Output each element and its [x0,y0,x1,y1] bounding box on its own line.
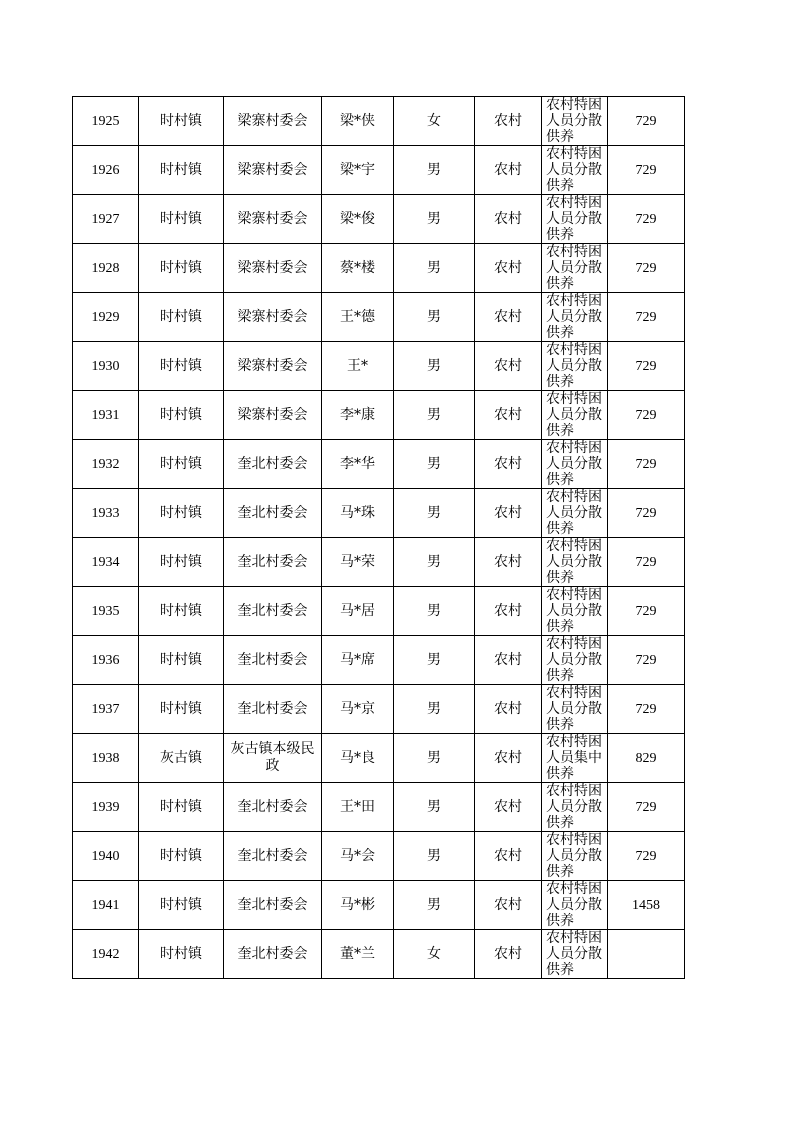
cell-number: 1940 [73,832,139,881]
cell-area: 农村 [475,97,542,146]
cell-unit: 梁寨村委会 [224,342,322,391]
support-type-text: 农村特困人员分散供养 [546,440,602,488]
support-type-text: 农村特困人员分散供养 [546,832,602,880]
cell-unit: 奎北村委会 [224,587,322,636]
cell-number: 1931 [73,391,139,440]
cell-unit: 奎北村委会 [224,930,322,979]
cell-unit: 奎北村委会 [224,832,322,881]
cell-name: 马*京 [322,685,394,734]
table-row [73,734,685,783]
table-row [73,391,685,440]
cell-amount: 729 [608,636,685,685]
cell-support-type [542,930,608,979]
cell-town: 时村镇 [139,587,224,636]
cell-gender: 男 [394,685,475,734]
cell-gender: 男 [394,636,475,685]
cell-name: 梁*宇 [322,146,394,195]
cell-name: 蔡*楼 [322,244,394,293]
cell-support-type [542,97,608,146]
support-type-text: 农村特困人员分散供养 [546,244,602,292]
cell-area: 农村 [475,195,542,244]
cell-support-type [542,342,608,391]
cell-support-type [542,832,608,881]
cell-name: 马*彬 [322,881,394,930]
cell-amount: 729 [608,195,685,244]
cell-area: 农村 [475,440,542,489]
cell-number: 1932 [73,440,139,489]
cell-name: 梁*侠 [322,97,394,146]
cell-amount: 729 [608,685,685,734]
cell-unit: 奎北村委会 [224,783,322,832]
cell-number: 1930 [73,342,139,391]
cell-amount [608,930,685,979]
cell-town: 时村镇 [139,538,224,587]
cell-town: 时村镇 [139,685,224,734]
cell-name: 李*康 [322,391,394,440]
cell-town: 时村镇 [139,146,224,195]
table-row [73,97,685,146]
cell-gender: 男 [394,146,475,195]
cell-unit: 梁寨村委会 [224,244,322,293]
cell-area: 农村 [475,832,542,881]
support-type-text: 农村特困人员分散供养 [546,587,602,635]
table-row [73,293,685,342]
cell-number: 1937 [73,685,139,734]
cell-gender: 男 [394,587,475,636]
cell-support-type [542,244,608,293]
cell-area: 农村 [475,783,542,832]
cell-town: 时村镇 [139,832,224,881]
cell-gender: 男 [394,195,475,244]
cell-name: 马*席 [322,636,394,685]
cell-area: 农村 [475,489,542,538]
table-row [73,636,685,685]
cell-area: 农村 [475,244,542,293]
table-row [73,587,685,636]
cell-number: 1926 [73,146,139,195]
cell-town: 时村镇 [139,342,224,391]
cell-number: 1928 [73,244,139,293]
cell-unit: 梁寨村委会 [224,293,322,342]
cell-town: 灰古镇 [139,734,224,783]
cell-amount: 729 [608,244,685,293]
cell-amount: 729 [608,97,685,146]
cell-amount: 729 [608,293,685,342]
table-row [73,195,685,244]
cell-town: 时村镇 [139,244,224,293]
cell-amount: 729 [608,342,685,391]
cell-area: 农村 [475,391,542,440]
cell-number: 1936 [73,636,139,685]
cell-gender: 男 [394,342,475,391]
cell-support-type [542,783,608,832]
cell-support-type [542,293,608,342]
support-type-text: 农村特困人员集中供养 [546,734,602,782]
cell-area: 农村 [475,734,542,783]
table-row [73,930,685,979]
cell-gender: 男 [394,538,475,587]
table-row [73,832,685,881]
cell-unit: 灰古镇本级民政 [224,734,322,783]
cell-name: 王*德 [322,293,394,342]
cell-area: 农村 [475,930,542,979]
cell-town: 时村镇 [139,636,224,685]
cell-gender: 男 [394,734,475,783]
cell-gender: 男 [394,244,475,293]
records-table [72,96,685,979]
cell-town: 时村镇 [139,195,224,244]
cell-support-type [542,146,608,195]
cell-support-type [542,489,608,538]
cell-number: 1938 [73,734,139,783]
cell-support-type [542,881,608,930]
cell-number: 1927 [73,195,139,244]
cell-support-type [542,195,608,244]
cell-name: 马*会 [322,832,394,881]
cell-amount: 1458 [608,881,685,930]
table-row [73,342,685,391]
cell-unit: 梁寨村委会 [224,391,322,440]
cell-town: 时村镇 [139,930,224,979]
cell-town: 时村镇 [139,391,224,440]
cell-number: 1941 [73,881,139,930]
table-row [73,440,685,489]
cell-number: 1929 [73,293,139,342]
cell-support-type [542,538,608,587]
cell-area: 农村 [475,538,542,587]
cell-name: 王* [322,342,394,391]
support-type-text: 农村特困人员分散供养 [546,489,602,537]
cell-gender: 男 [394,391,475,440]
cell-unit: 梁寨村委会 [224,146,322,195]
cell-unit: 奎北村委会 [224,489,322,538]
cell-gender: 女 [394,930,475,979]
cell-unit: 奎北村委会 [224,881,322,930]
cell-amount: 729 [608,489,685,538]
cell-support-type [542,636,608,685]
support-type-text: 农村特困人员分散供养 [546,195,602,243]
table-row [73,783,685,832]
cell-name: 王*田 [322,783,394,832]
cell-gender: 男 [394,832,475,881]
cell-support-type [542,391,608,440]
cell-amount: 729 [608,783,685,832]
support-type-text: 农村特困人员分散供养 [546,342,602,390]
cell-unit: 奎北村委会 [224,636,322,685]
cell-area: 农村 [475,636,542,685]
cell-area: 农村 [475,293,542,342]
cell-unit: 梁寨村委会 [224,195,322,244]
table-row [73,146,685,195]
cell-number: 1942 [73,930,139,979]
cell-number: 1939 [73,783,139,832]
cell-support-type [542,734,608,783]
support-type-text: 农村特困人员分散供养 [546,293,602,341]
cell-number: 1935 [73,587,139,636]
cell-support-type [542,440,608,489]
cell-gender: 男 [394,881,475,930]
cell-area: 农村 [475,342,542,391]
cell-unit: 奎北村委会 [224,685,322,734]
support-type-text: 农村特困人员分散供养 [546,538,602,586]
cell-unit: 奎北村委会 [224,538,322,587]
cell-amount: 729 [608,832,685,881]
cell-number: 1934 [73,538,139,587]
support-type-text: 农村特困人员分散供养 [546,685,602,733]
cell-amount: 729 [608,538,685,587]
cell-number: 1933 [73,489,139,538]
support-type-text: 农村特困人员分散供养 [546,783,602,831]
support-type-text: 农村特困人员分散供养 [546,930,602,978]
cell-unit: 梁寨村委会 [224,97,322,146]
cell-town: 时村镇 [139,97,224,146]
cell-town: 时村镇 [139,489,224,538]
cell-gender: 男 [394,293,475,342]
cell-gender: 男 [394,489,475,538]
cell-gender: 女 [394,97,475,146]
support-type-text: 农村特困人员分散供养 [546,391,602,439]
cell-amount: 729 [608,391,685,440]
cell-town: 时村镇 [139,440,224,489]
table-row [73,244,685,293]
cell-area: 农村 [475,587,542,636]
support-type-text: 农村特困人员分散供养 [546,881,602,929]
cell-name: 马*良 [322,734,394,783]
cell-area: 农村 [475,146,542,195]
cell-amount: 729 [608,146,685,195]
cell-area: 农村 [475,685,542,734]
cell-support-type [542,685,608,734]
cell-name: 马*荣 [322,538,394,587]
cell-unit: 奎北村委会 [224,440,322,489]
cell-name: 马*居 [322,587,394,636]
cell-amount: 829 [608,734,685,783]
table-body [73,97,685,979]
support-type-text: 农村特困人员分散供养 [546,146,602,194]
table-row [73,881,685,930]
cell-support-type [542,587,608,636]
cell-number: 1925 [73,97,139,146]
cell-name: 董*兰 [322,930,394,979]
cell-amount: 729 [608,587,685,636]
support-type-text: 农村特困人员分散供养 [546,636,602,684]
support-type-text: 农村特困人员分散供养 [546,97,602,145]
cell-name: 马*珠 [322,489,394,538]
cell-area: 农村 [475,881,542,930]
cell-town: 时村镇 [139,881,224,930]
cell-name: 李*华 [322,440,394,489]
table-row [73,489,685,538]
cell-gender: 男 [394,783,475,832]
cell-name: 梁*俊 [322,195,394,244]
table-row [73,538,685,587]
cell-gender: 男 [394,440,475,489]
cell-town: 时村镇 [139,783,224,832]
table-row [73,685,685,734]
cell-amount: 729 [608,440,685,489]
cell-town: 时村镇 [139,293,224,342]
